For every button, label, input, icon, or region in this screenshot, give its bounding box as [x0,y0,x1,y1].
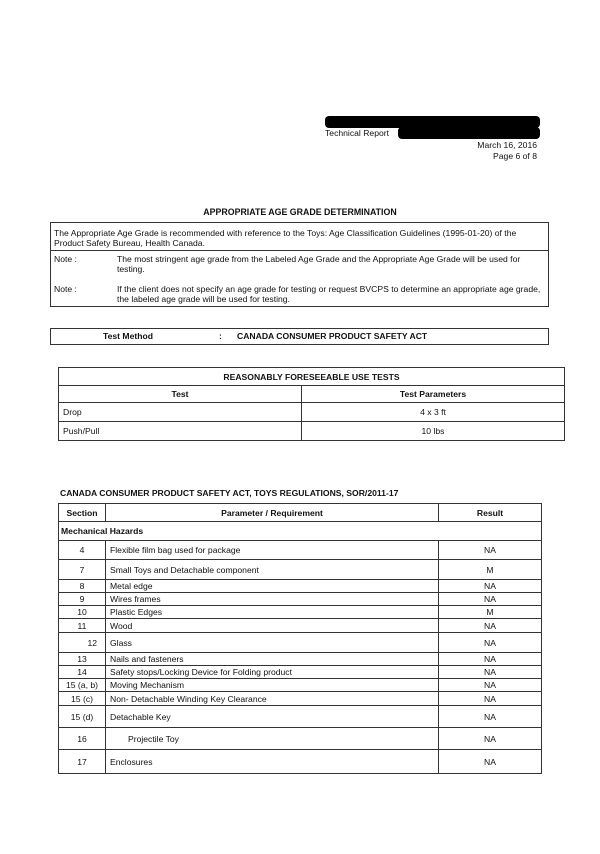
result-cell: NA [439,593,542,606]
result-cell: NA [439,692,542,706]
section-cell: 15 (c) [59,692,106,706]
section-title: APPROPRIATE AGE GRADE DETERMINATION [203,207,397,217]
page-number: Page 6 of 8 [493,151,537,161]
foreseeable-table [58,367,565,441]
requirement-cell: Flexible film bag used for package [106,541,439,560]
test-method-value: CANADA CONSUMER PRODUCT SAFETY ACT [237,331,428,341]
divider [51,250,548,251]
note-label: Note : [54,284,77,294]
table-row [59,653,542,666]
report-date: March 16, 2016 [477,140,537,150]
result-cell: NA [439,541,542,560]
requirement-cell: Wood [106,619,439,633]
test-cell: Drop [59,403,302,422]
section-cell: 9 [59,593,106,606]
section-cell: 4 [59,541,106,560]
note-text: The most stringent age grade from the Labeled Age Grade and the Appropriate Age Grade will be used for testing. [117,254,521,274]
section-cell: 15 (a, b) [59,679,106,692]
table-row [59,692,542,706]
test-method-label: Test Method [103,331,153,341]
table-row [59,403,565,422]
requirement-cell: Wires frames [106,593,439,606]
table-row [59,619,542,633]
requirement-cell: Metal edge [106,580,439,593]
result-cell: NA [439,633,542,653]
section-cell: 14 [59,666,106,679]
requirement-cell: Projectile Toy [106,728,439,750]
col-header-result: Result [439,504,542,522]
col-header-test: Test [59,386,302,403]
col-header-params: Test Parameters [302,386,565,403]
requirement-cell: Enclosures [106,750,439,774]
col-header-section: Section [59,504,106,522]
note-label: Note : [54,254,77,264]
foreseeable-title: REASONABLY FORESEEABLE USE TESTS [59,368,565,386]
table-row [59,593,542,606]
result-cell: M [439,560,542,580]
section-cell: 8 [59,580,106,593]
regulations-table [58,503,542,774]
result-cell: NA [439,679,542,692]
table-row [59,560,542,580]
test-method-colon: : [219,331,222,341]
param-cell: 10 lbs [302,422,565,441]
regulations-title: CANADA CONSUMER PRODUCT SAFETY ACT, TOYS REGULATIONS, SOR/2011-17 [60,488,399,498]
table-row [59,633,542,653]
requirement-cell: Safety stops/Locking Device for Folding product [106,666,439,679]
requirement-cell: Moving Mechanism [106,679,439,692]
redaction-bar [398,127,540,139]
table-row [59,679,542,692]
result-cell: NA [439,666,542,679]
test-cell: Push/Pull [59,422,302,441]
result-cell: NA [439,653,542,666]
table-row [59,606,542,619]
section-cell: 17 [59,750,106,774]
result-cell: NA [439,728,542,750]
age-grade-box [50,222,549,307]
requirement-cell: Small Toys and Detachable component [106,560,439,580]
table-row [59,706,542,728]
result-cell: NA [439,706,542,728]
requirement-cell: Non- Detachable Winding Key Clearance [106,692,439,706]
note-text: If the client does not specify an age grade for testing or request BVCPS to determine an appropriate age grade, the labeled age grade will be used for testing. [117,284,541,304]
result-cell: NA [439,580,542,593]
table-row [59,541,542,560]
table-row [59,728,542,750]
table-row [59,666,542,679]
requirement-cell: Plastic Edges [106,606,439,619]
table-row [59,580,542,593]
result-cell: NA [439,619,542,633]
result-cell: NA [439,750,542,774]
group-heading: Mechanical Hazards [59,522,542,541]
report-label: Technical Report [325,128,390,138]
col-header-requirement: Parameter / Requirement [106,504,439,522]
section-cell: 13 [59,653,106,666]
section-cell: 16 [59,728,106,750]
section-cell: 10 [59,606,106,619]
test-method-box [50,328,549,345]
param-cell: 4 x 3 ft [302,403,565,422]
result-cell: M [439,606,542,619]
table-row [59,422,565,441]
section-cell: 7 [59,560,106,580]
age-grade-intro: The Appropriate Age Grade is recommended with reference to the Toys: Age Classification Guidelines (1995-01-20) of the Product Safety Bureau, Health Canada. [54,228,517,248]
section-cell: 11 [59,619,106,633]
table-row [59,750,542,774]
requirement-cell: Nails and fasteners [106,653,439,666]
section-cell: 12 [59,633,106,653]
requirement-cell: Detachable Key [106,706,439,728]
section-cell: 15 (d) [59,706,106,728]
requirement-cell: Glass [106,633,439,653]
